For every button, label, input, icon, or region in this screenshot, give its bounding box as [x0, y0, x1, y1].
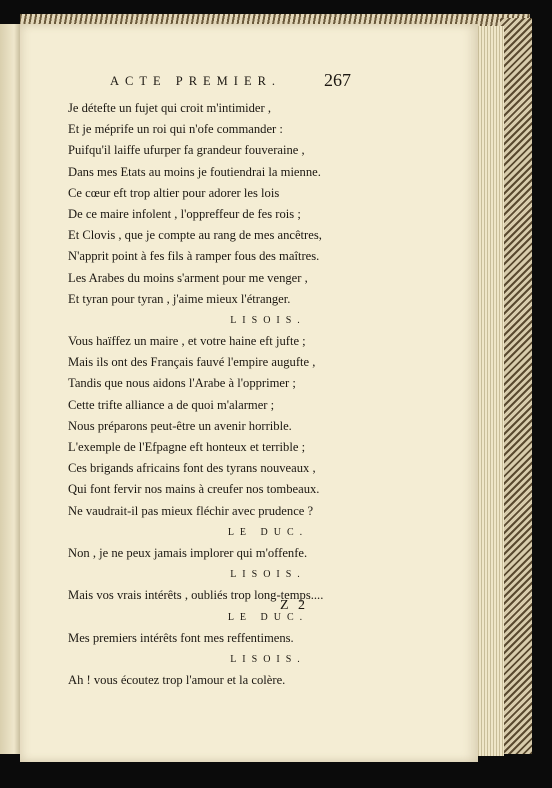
- verse-line: Tandis que nous aidons l'Arabe à l'opprimer ;: [68, 376, 296, 391]
- verse-line: Et je méprife un roi qui n'ofe commander :: [68, 122, 283, 137]
- verse-line: Et tyran pour tyran , j'aime mieux l'étranger.: [68, 291, 291, 306]
- speaker-name: LE DUC.: [227, 526, 309, 538]
- verse-line: Mes premiers intérêts font mes reffentimens.: [68, 630, 294, 645]
- book-fore-edge: [500, 18, 532, 754]
- verse-line: Et Clovis , que je compte au rang de mes ancêtres,: [68, 228, 322, 243]
- verse-line: Non , je ne peux jamais implorer qui m'offenfe.: [68, 545, 308, 560]
- verse-text: [68, 98, 468, 691]
- page-number: 267: [324, 70, 351, 90]
- verse-line: Dans mes Etats au moins je foutiendrai la mienne.: [68, 164, 321, 179]
- speaker-name: LISOIS.: [230, 314, 306, 326]
- facing-page-edge: [0, 24, 21, 754]
- verse-line: Mais vos vrais intérêts , oubliés trop long-temps....: [68, 588, 324, 603]
- verse-line: Mais ils ont des Français fauvé l'empire augufte ,: [68, 355, 316, 370]
- running-header: ACTE PREMIER.: [110, 74, 282, 88]
- verse-line: N'apprit point à fes fils à ramper fous des maîtres.: [68, 249, 320, 264]
- verse-line: Puifqu'il laiffe ufurper fa grandeur fouveraine ,: [68, 143, 305, 158]
- verse-line: Nous préparons peut-être un avenir horrible.: [68, 418, 292, 433]
- verse-line: L'exemple de l'Efpagne eft honteux et terrible ;: [68, 440, 306, 454]
- speaker-name: LE DUC.: [227, 611, 309, 623]
- verse-line: Ah ! vous écoutez trop l'amour et la colère.: [68, 673, 286, 688]
- signature-mark: Z 2: [280, 598, 309, 613]
- page-stack: [476, 26, 504, 756]
- verse-line: Cette trifte alliance a de quoi m'alarmer ;: [68, 397, 275, 412]
- verse-line: De ce maire infolent , l'oppreffeur de fes rois ;: [68, 206, 301, 221]
- verse-line: Vous haïffez un maire , et votre haine eft jufte ;: [68, 334, 306, 349]
- verse-line: Les Arabes du moins s'arment pour me venger ,: [68, 270, 308, 285]
- verse-line: Je détefte un fujet qui croit m'intimider ,: [68, 101, 272, 115]
- verse-line: Qui font fervir nos mains à creufer nos tombeaux.: [68, 482, 320, 497]
- speaker-name: LISOIS.: [230, 569, 306, 581]
- verse-line: Ces brigands africains font des tyrans nouveaux ,: [68, 461, 316, 476]
- speaker-name: LISOIS.: [230, 653, 306, 665]
- verse-line: Ne vaudrait-il pas mieux fléchir avec prudence ?: [68, 503, 314, 518]
- verse-line: Ce cœur eft trop altier pour adorer les lois: [68, 185, 280, 200]
